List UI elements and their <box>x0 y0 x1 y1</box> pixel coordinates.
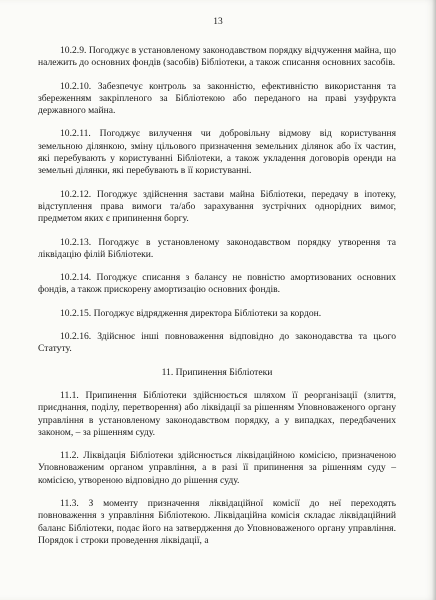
paragraph-10-2-15: 10.2.15. Погоджує відрядження директора Бібліотеки за кордон. <box>60 307 322 319</box>
paragraph-11-3: 11.3. З моменту призначення ліквідаційної комісії до неї переходять повноваження з управління Бібліотекою. Ліквідаційна комісія складає ліквідаційний баланс Бібліотеки, подає його на затвердження до Уповноваженого органу управління. Порядок і строки проведення ліквідації, а <box>38 498 396 546</box>
paragraph-10-2-10: 10.2.10. Забезпечує контроль за законністю, ефективністю використання та збереженням закріпленого за Бібліотекою або переданого на праві узуфрукта державного майна. <box>38 80 396 117</box>
paragraph-10-2-16: 10.2.16. Здійснює інші повноваження відповідно до законодавства та цього Статуту. <box>38 331 396 355</box>
page-number: 13 <box>213 17 223 27</box>
paragraph-10-2-9: 10.2.9. Погоджує в установленому законодавством порядку відчуження майна, що належить до основних фондів (засобів) Бібліотеки, а також списання основних засобів. <box>38 45 396 69</box>
paragraph-11-2: 11.2. Ліквідація Бібліотеки здійснюється ліквідаційною комісією, призначеною Уповноваженим органом управління, а в разі її припинення за рішенням суду – комісією, утвореною відповідно до рішення суду. <box>38 450 396 486</box>
paragraph-10-2-11: 10.2.11. Погоджує вилучення чи добровільну відмову від користування земельною ділянкою, зміну цільового призначення земельних ділянок або їх частин, які перебувають у користуванні Бібліотеки, а також укладення договорів оренди на земельні ділянки, які перебувають в її користуванні. <box>38 128 396 177</box>
page-edge-shadow <box>432 0 436 600</box>
section-heading: 11. Припинення Бібліотеки <box>161 366 273 378</box>
page-content <box>38 45 396 558</box>
paragraph-11-1: 11.1. Припинення Бібліотеки здійснюється шляхом її реорганізації (злиття, приєднання, поділу, перетворення) або ліквідації за рішенням Уповноваженого органу управління в установленому законодавством порядку, а у випадках, передбачених законом, – за рішенням суду. <box>38 389 396 438</box>
paragraph-10-2-12: 10.2.12. Погоджує здійснення застави майна Бібліотеки, передачу в іпотеку, відступлення права вимоги та/або зарахування зустрічних однорідних вимог, предметом яких є припинення боргу. <box>38 188 396 225</box>
paragraph-10-2-13: 10.2.13. Погоджує в установленому законодавством порядку утворення та ліквідацію філій Бібліотеки. <box>38 236 396 260</box>
paragraph-10-2-14: 10.2.14. Погоджує списання з балансу не повністю амортизованих основних фондів, а також прискорену амортизацію основних фондів. <box>38 272 396 296</box>
